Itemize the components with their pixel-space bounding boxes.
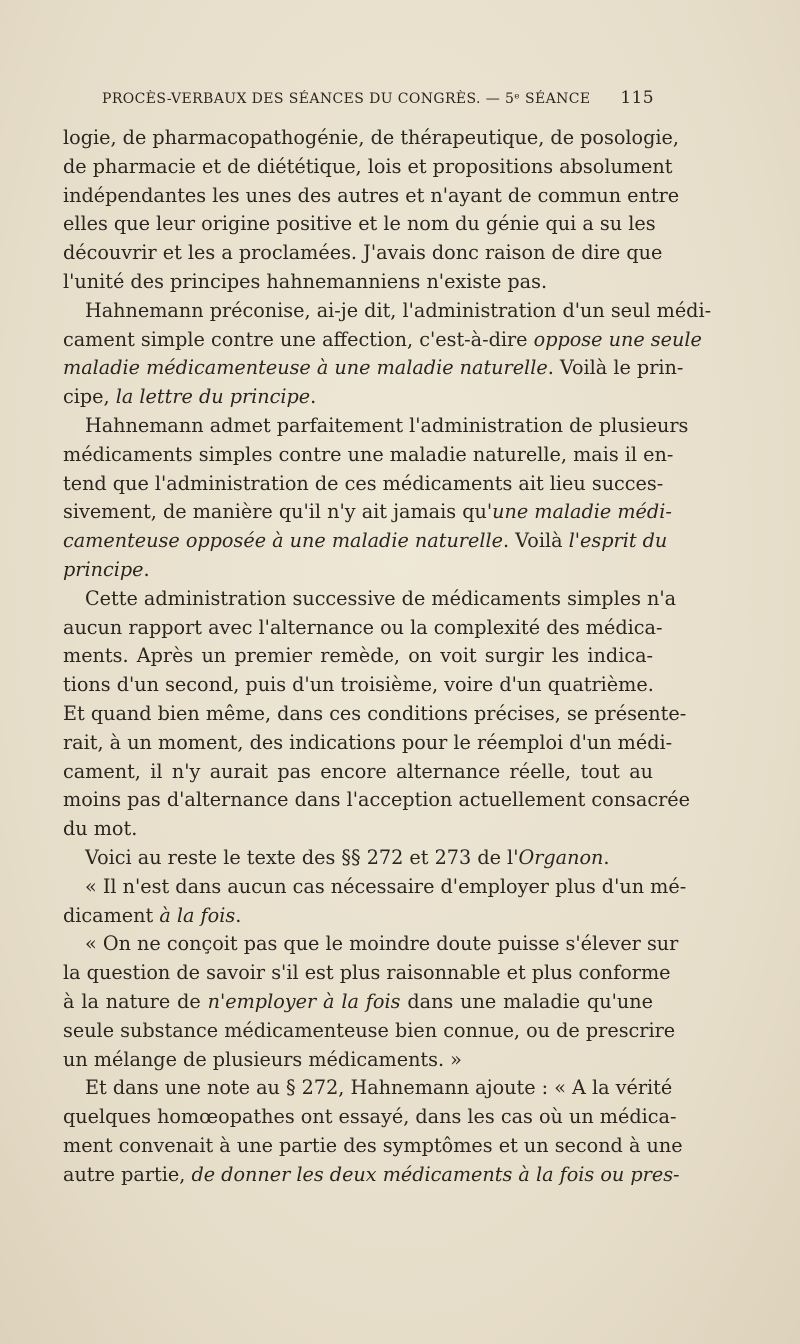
italic-text: camenteuse opposée à une maladie naturelle — [63, 529, 503, 553]
text-line — [63, 815, 653, 844]
text-run: aucun rapport avec l'alternance ou la complexité des médica- — [63, 615, 663, 639]
text-line — [63, 585, 677, 614]
text-run: découvrir et les a proclamées. J'avais donc raison de dire que — [63, 241, 663, 265]
text-run: cipe, — [63, 385, 116, 409]
text-run: Hahnemann préconise, ai-je dit, l'administration d'un seul médi- — [85, 298, 712, 322]
italic-text: à la fois — [159, 903, 236, 927]
italic-text: n'employer à la fois — [207, 989, 401, 1013]
text-line — [63, 556, 653, 585]
text-line — [63, 902, 653, 931]
text-line — [63, 844, 653, 873]
text-run: un mélange de plusieurs médicaments. » — [63, 1047, 462, 1071]
text-run: Cette administration successive de médicaments simples n'a — [85, 586, 677, 610]
text-run: rait, à un moment, des indications pour le réemploi d'un médi- — [63, 730, 673, 754]
text-run: médicaments simples contre une maladie naturelle, mais il en- — [63, 442, 674, 466]
text-line — [63, 671, 653, 700]
text-run: . Voilà le prin- — [547, 356, 684, 380]
text-run: Et dans une note au § 272, Hahnemann ajoute : « A la vérité — [85, 1076, 673, 1100]
italic-text: oppose une seule — [533, 327, 702, 351]
text-line — [63, 930, 679, 959]
italic-text: principe — [63, 557, 144, 581]
text-line — [63, 297, 712, 326]
text-run: cament simple contre une affection, c'est-à-dire — [63, 327, 534, 351]
text-line — [63, 758, 653, 787]
text-line — [63, 988, 653, 1017]
text-line — [63, 153, 673, 182]
italic-text: maladie médicamenteuse à une maladie naturelle — [63, 356, 548, 380]
text-run: . — [310, 385, 317, 409]
italic-text: Organon — [518, 845, 604, 869]
text-run: elles que leur origine positive et le nom du génie qui a su les — [63, 212, 656, 236]
text-run: « Il n'est dans aucun cas nécessaire d'employer plus d'un mé- — [85, 874, 687, 898]
text-line — [63, 729, 673, 758]
text-run: de pharmacie et de diététique, lois et propositions absolument — [63, 154, 673, 178]
text-run: Voici au reste le texte des §§ 272 et 273 de l' — [85, 845, 519, 869]
text-line — [63, 614, 663, 643]
text-run: tions d'un second, puis d'un troisième, voire d'un quatrième. — [63, 673, 654, 697]
text-line — [63, 700, 687, 729]
text-run: . — [143, 557, 150, 581]
text-run: seule substance médicamenteuse bien connue, ou de prescrire — [63, 1018, 676, 1042]
text-run: la question de savoir s'il est plus raisonnable et plus conforme — [63, 961, 671, 985]
text-line — [63, 1046, 653, 1075]
text-line — [63, 1074, 673, 1103]
text-line — [63, 786, 690, 815]
text-run: à la nature de — [63, 989, 208, 1013]
text-line — [63, 498, 672, 527]
text-line — [63, 239, 663, 268]
text-run: dans une maladie qu'une — [400, 989, 653, 1013]
text-line — [63, 124, 679, 153]
text-line — [63, 1103, 677, 1132]
text-line — [63, 642, 653, 671]
running-header — [102, 88, 654, 108]
italic-text: la lettre du principe — [115, 385, 311, 409]
text-line — [63, 441, 674, 470]
text-line — [63, 354, 684, 383]
text-line — [63, 1161, 680, 1190]
text-line — [63, 412, 689, 441]
text-line — [63, 383, 653, 412]
text-run: logie, de pharmacopathogénie, de thérapeutique, de posologie, — [63, 126, 679, 149]
text-run: tend que l'administration de ces médicaments ait lieu succes- — [63, 471, 664, 495]
page-number: 115 — [620, 88, 654, 108]
running-title: PROCÈS-VERBAUX DES SÉANCES DU CONGRÈS. — 5ᵉ SÉANCE — [102, 91, 591, 107]
text-run: . Voilà — [502, 529, 569, 553]
text-run: dicament — [63, 903, 160, 927]
italic-text: une maladie médi- — [492, 500, 672, 524]
text-run: Et quand bien même, dans ces conditions précises, se présente- — [63, 701, 687, 725]
text-line — [63, 873, 687, 902]
text-line — [63, 268, 653, 297]
text-run: l'unité des principes hahnemanniens n'existe pas. — [63, 269, 548, 293]
body-text — [63, 124, 712, 1189]
text-line — [63, 959, 671, 988]
text-line — [63, 326, 702, 355]
text-run: du mot. — [63, 817, 138, 841]
text-run: cament, il n'y aurait pas encore alternance réelle, tout au — [63, 759, 653, 783]
text-line — [63, 470, 664, 499]
text-run: autre partie, — [63, 1162, 192, 1186]
text-run: . — [235, 903, 242, 927]
text-run: ments. Après un premier remède, on voit surgir les indica- — [63, 644, 653, 668]
text-run: Hahnemann admet parfaitement l'administration de plusieurs — [85, 413, 689, 437]
text-line — [63, 210, 656, 239]
text-run: quelques homœopathes ont essayé, dans les cas où un médica- — [63, 1105, 677, 1129]
text-line — [63, 527, 668, 556]
text-line — [63, 1132, 683, 1161]
text-run: ment convenait à une partie des symptômes et un second à une — [63, 1133, 683, 1157]
text-run: moins pas d'alternance dans l'acception actuellement consacrée — [63, 788, 690, 812]
text-run: sivement, de manière qu'il n'y ait jamais qu' — [63, 500, 493, 524]
text-run: . — [603, 845, 610, 869]
text-run: « On ne conçoit pas que le moindre doute puisse s'élever sur — [85, 932, 679, 956]
italic-text: l'esprit du — [568, 529, 668, 553]
text-line — [63, 182, 680, 211]
text-line — [63, 1017, 676, 1046]
italic-text: de donner les deux médicaments à la fois ou pres- — [191, 1162, 680, 1186]
text-run: indépendantes les unes des autres et n'ayant de commun entre — [63, 183, 680, 207]
